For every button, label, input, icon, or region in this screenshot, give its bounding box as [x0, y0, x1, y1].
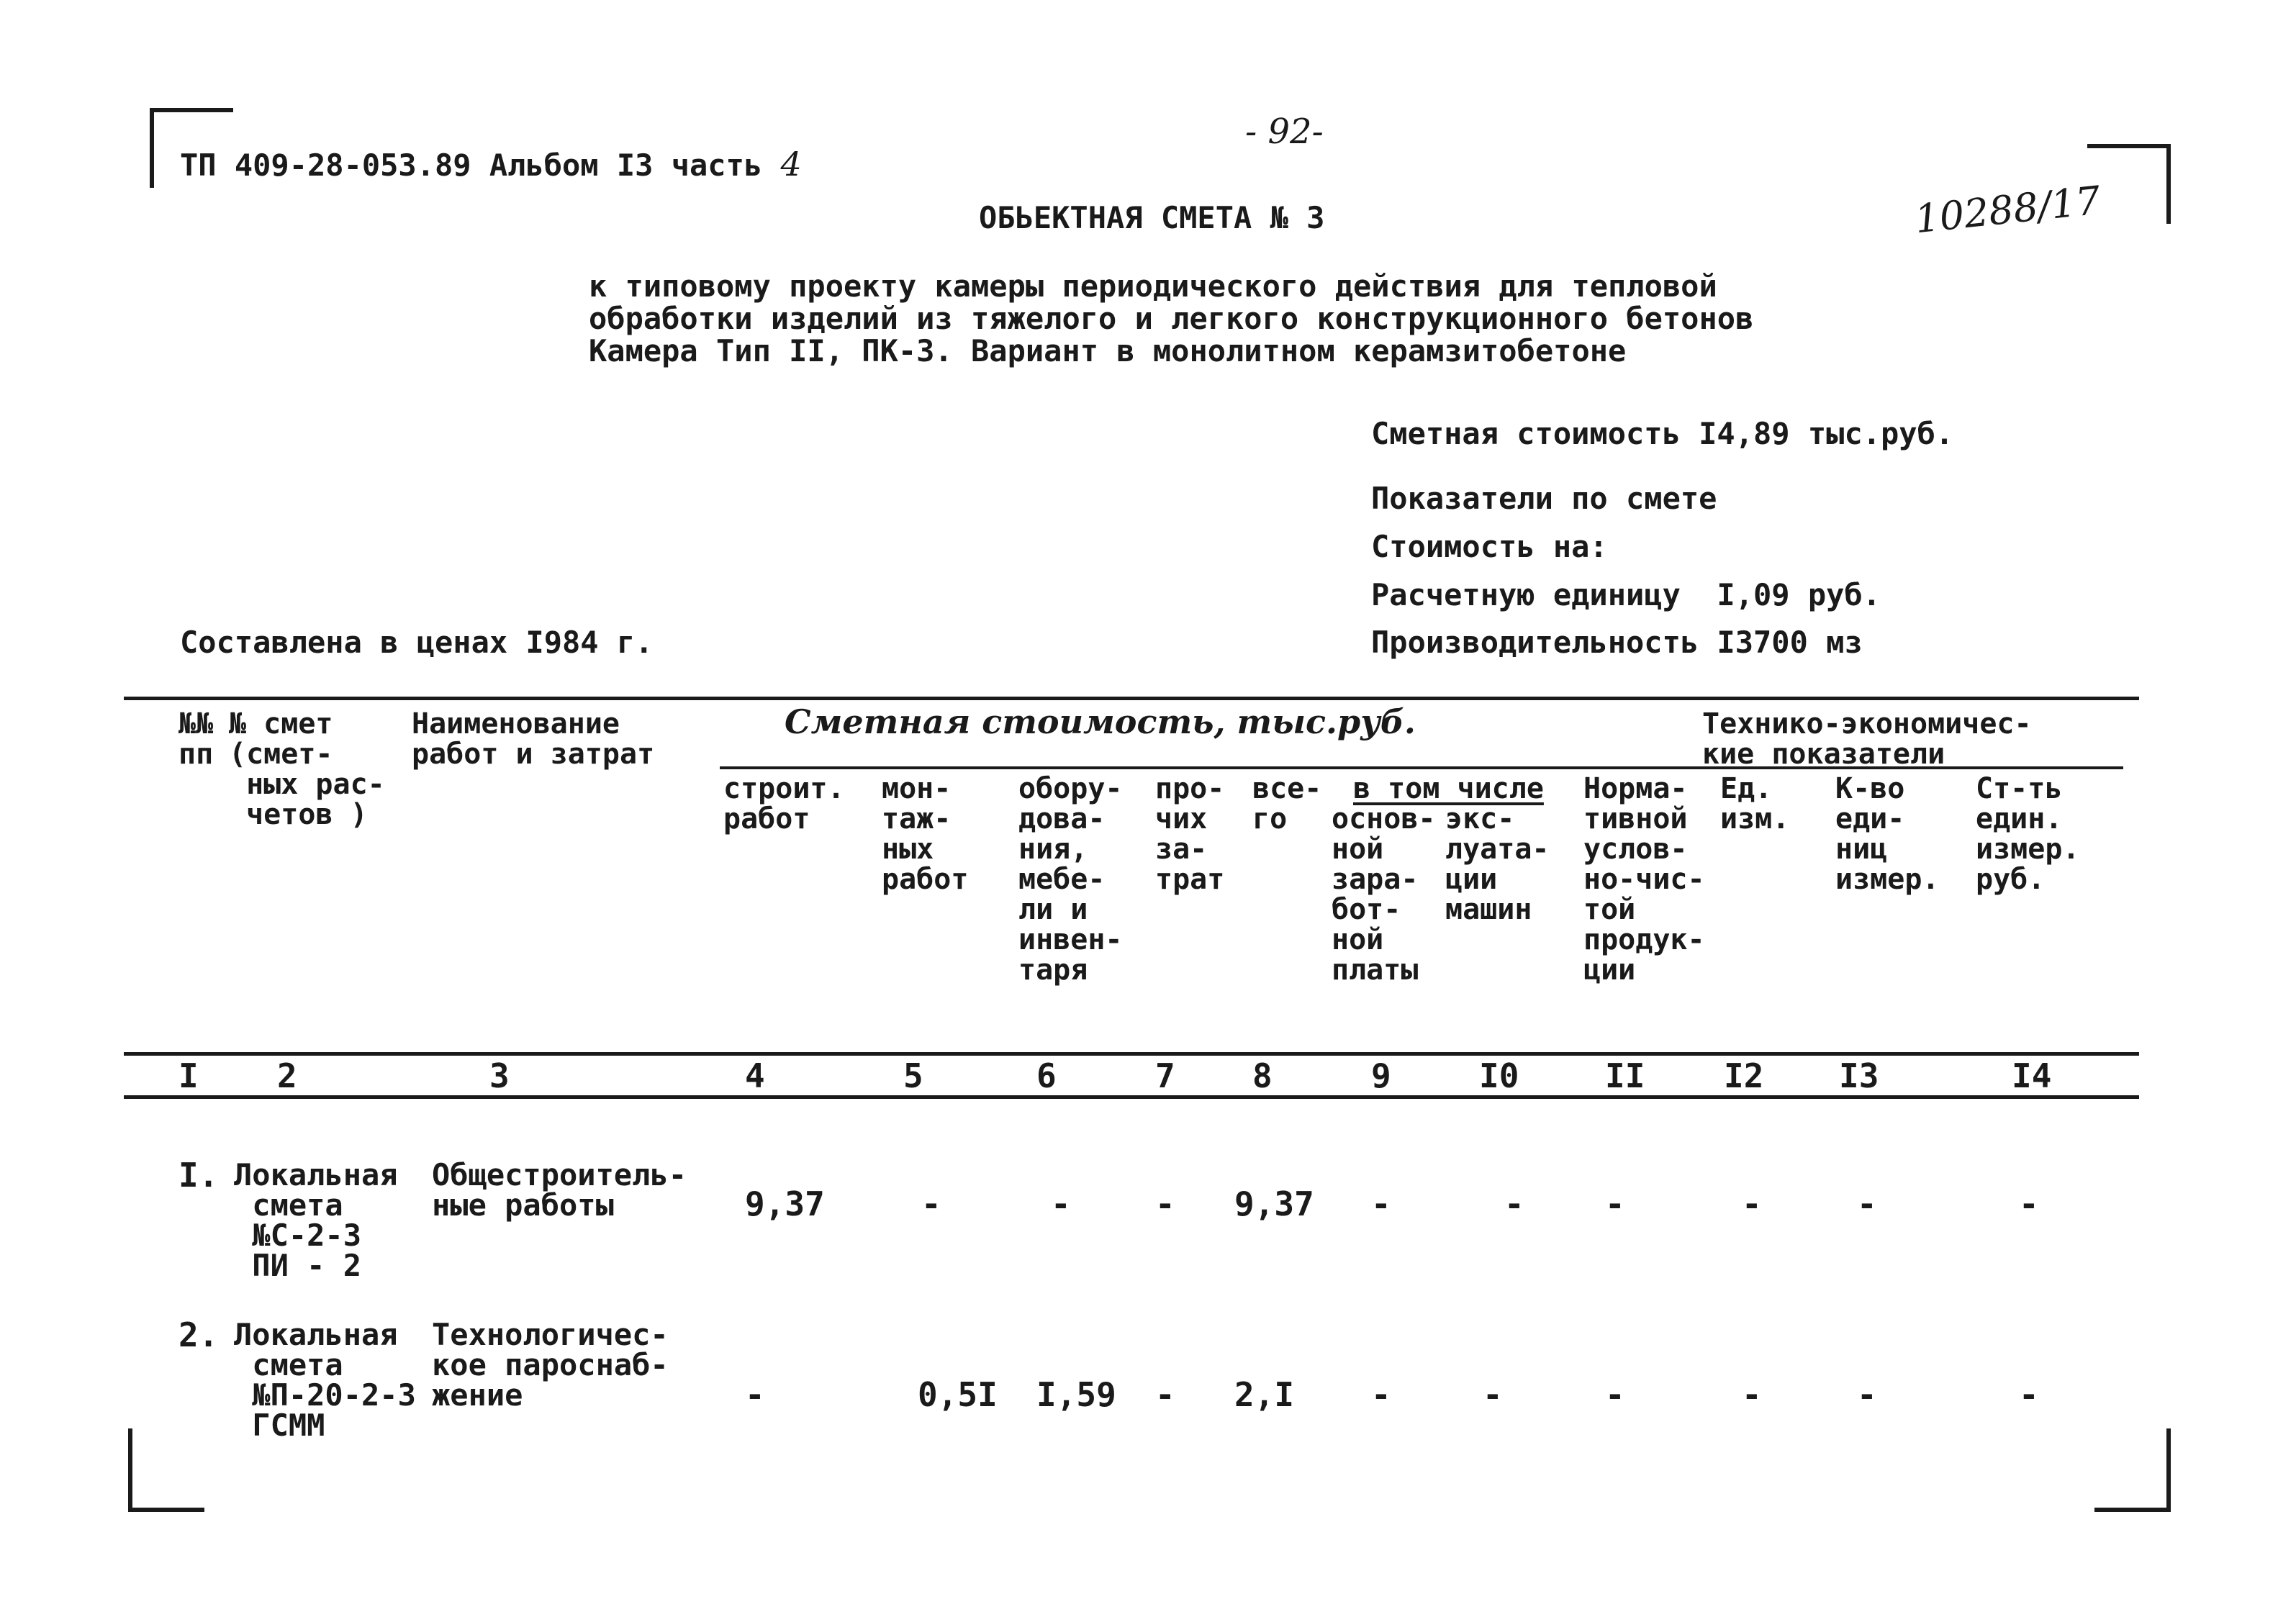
header-col-1: №№ пп [178, 707, 214, 771]
header-col-8: все- го [1252, 772, 1322, 835]
cell-machines: - [1483, 1375, 1503, 1414]
header-col-7: про- чих за- трат [1155, 772, 1225, 896]
column-number: 9 [1371, 1056, 1391, 1095]
cell-installation: - [921, 1185, 941, 1223]
row-estimate: Локальная смета №П-20-2-3 ГСММ [234, 1317, 416, 1443]
cell-installation: 0,5I [918, 1375, 998, 1414]
header-group-cost: Сметная стоимость, тыс.руб. [785, 702, 1416, 741]
row-work-name: Технологичес- кое пароснаб- жение [432, 1317, 669, 1413]
cell-unit-cost: - [2019, 1185, 2039, 1223]
cell-equipment: - [1051, 1185, 1071, 1223]
cell-equipment: I,59 [1036, 1375, 1116, 1414]
column-number: I4 [2012, 1056, 2052, 1095]
estimated-cost: Сметная стоимость I4,89 тыс.руб. [1371, 416, 1954, 451]
unit-cost: Расчетную единицу I,09 руб. [1371, 577, 1881, 612]
cell-construction: 9,37 [745, 1185, 825, 1223]
cell-unit-cost: - [2019, 1375, 2039, 1414]
cell-other: - [1155, 1375, 1175, 1414]
document-reference [180, 145, 802, 184]
header-col-2: № смет (смет- ных рас- четов ) [229, 707, 385, 831]
column-number: I2 [1724, 1056, 1764, 1095]
inventory-number: 10288/17 [1912, 177, 2103, 243]
column-number: 7 [1155, 1056, 1175, 1095]
cell-other: - [1155, 1185, 1175, 1223]
header-in-total: в том числе [1353, 772, 1544, 805]
header-col-12: Ед. изм. [1720, 772, 1790, 835]
column-numbers-top-rule [124, 1052, 2139, 1056]
cell-total: 9,37 [1234, 1185, 1314, 1223]
description-line-3: Камера Тип II, ПК-3. Вариант в монолитном керамзитобетоне [589, 333, 1627, 368]
cell-normative-product: - [1605, 1185, 1625, 1223]
column-number: I0 [1479, 1056, 1519, 1095]
cell-machines: - [1504, 1185, 1524, 1223]
column-number: 8 [1252, 1056, 1273, 1095]
row-number: 2. [178, 1315, 219, 1354]
cost-on-label: Стоимость на: [1371, 529, 1608, 564]
corner-bracket-bottom-left [128, 1428, 204, 1512]
column-numbers-bottom-rule [124, 1095, 2139, 1099]
cell-unit: - [1742, 1375, 1762, 1414]
description-line-2: обработки изделий из тяжелого и легкого конструкционного бетонов [589, 301, 1754, 336]
column-number: 4 [745, 1056, 765, 1095]
cell-wages: - [1371, 1185, 1391, 1223]
header-col-3: Наименование работ и затрат [412, 707, 655, 771]
description-line-1: к типовому проекту камеры периодического действия для тепловой [589, 268, 1717, 304]
cell-unit: - [1742, 1185, 1762, 1223]
cell-wages: - [1371, 1375, 1391, 1414]
header-col-9: основ- ной зара- бот- ной платы [1332, 802, 1436, 987]
column-number: 6 [1036, 1056, 1057, 1095]
column-number: I [178, 1056, 199, 1095]
table-top-rule [124, 697, 2139, 700]
capacity: Производительность I3700 мз [1371, 625, 1863, 660]
column-number: 5 [903, 1056, 923, 1095]
part-number: 4 [780, 145, 802, 184]
column-number: 2 [277, 1056, 297, 1095]
document-reference-text: ТП 409-28-053.89 Альбом I3 часть [180, 148, 763, 183]
cell-total: 2,I [1234, 1375, 1295, 1414]
row-number: I. [178, 1156, 219, 1195]
column-number: II [1605, 1056, 1645, 1095]
page-title: ОБЬЕКТНАЯ СМЕТА № 3 [979, 200, 1325, 235]
indicators-label: Показатели по смете [1371, 481, 1717, 516]
column-number: 3 [489, 1056, 510, 1095]
row-estimate: Локальная смета №С-2-3 ПИ - 2 [234, 1157, 398, 1283]
header-col-11: Норма- тивной услов- но-чис- той продук- ции [1583, 772, 1705, 987]
header-group-tech: Технико-экономичес- кие показатели [1702, 707, 2032, 771]
row-work-name: Общестроитель- ные работы [432, 1157, 687, 1223]
header-col-14: Ст-ть един. измер. руб. [1976, 772, 2080, 896]
header-col-13: К-во еди- ниц измер. [1835, 772, 1940, 896]
header-col-6: обору- дова- ния, мебе- ли и инвен- таря [1018, 772, 1123, 987]
cell-construction: - [745, 1375, 765, 1414]
prices-year: Составлена в ценах I984 г. [180, 625, 654, 660]
cell-unit-count: - [1857, 1375, 1877, 1414]
header-col-10: экс- луата- ции машин [1445, 802, 1550, 926]
column-number: I3 [1839, 1056, 1879, 1095]
cell-normative-product: - [1605, 1375, 1625, 1414]
corner-bracket-bottom-right [2094, 1428, 2171, 1512]
header-col-5: мон- таж- ных работ [882, 772, 969, 896]
cell-unit-count: - [1857, 1185, 1877, 1223]
header-col-4: строит. работ [723, 772, 845, 835]
page-number: - 92- [1245, 112, 1324, 152]
